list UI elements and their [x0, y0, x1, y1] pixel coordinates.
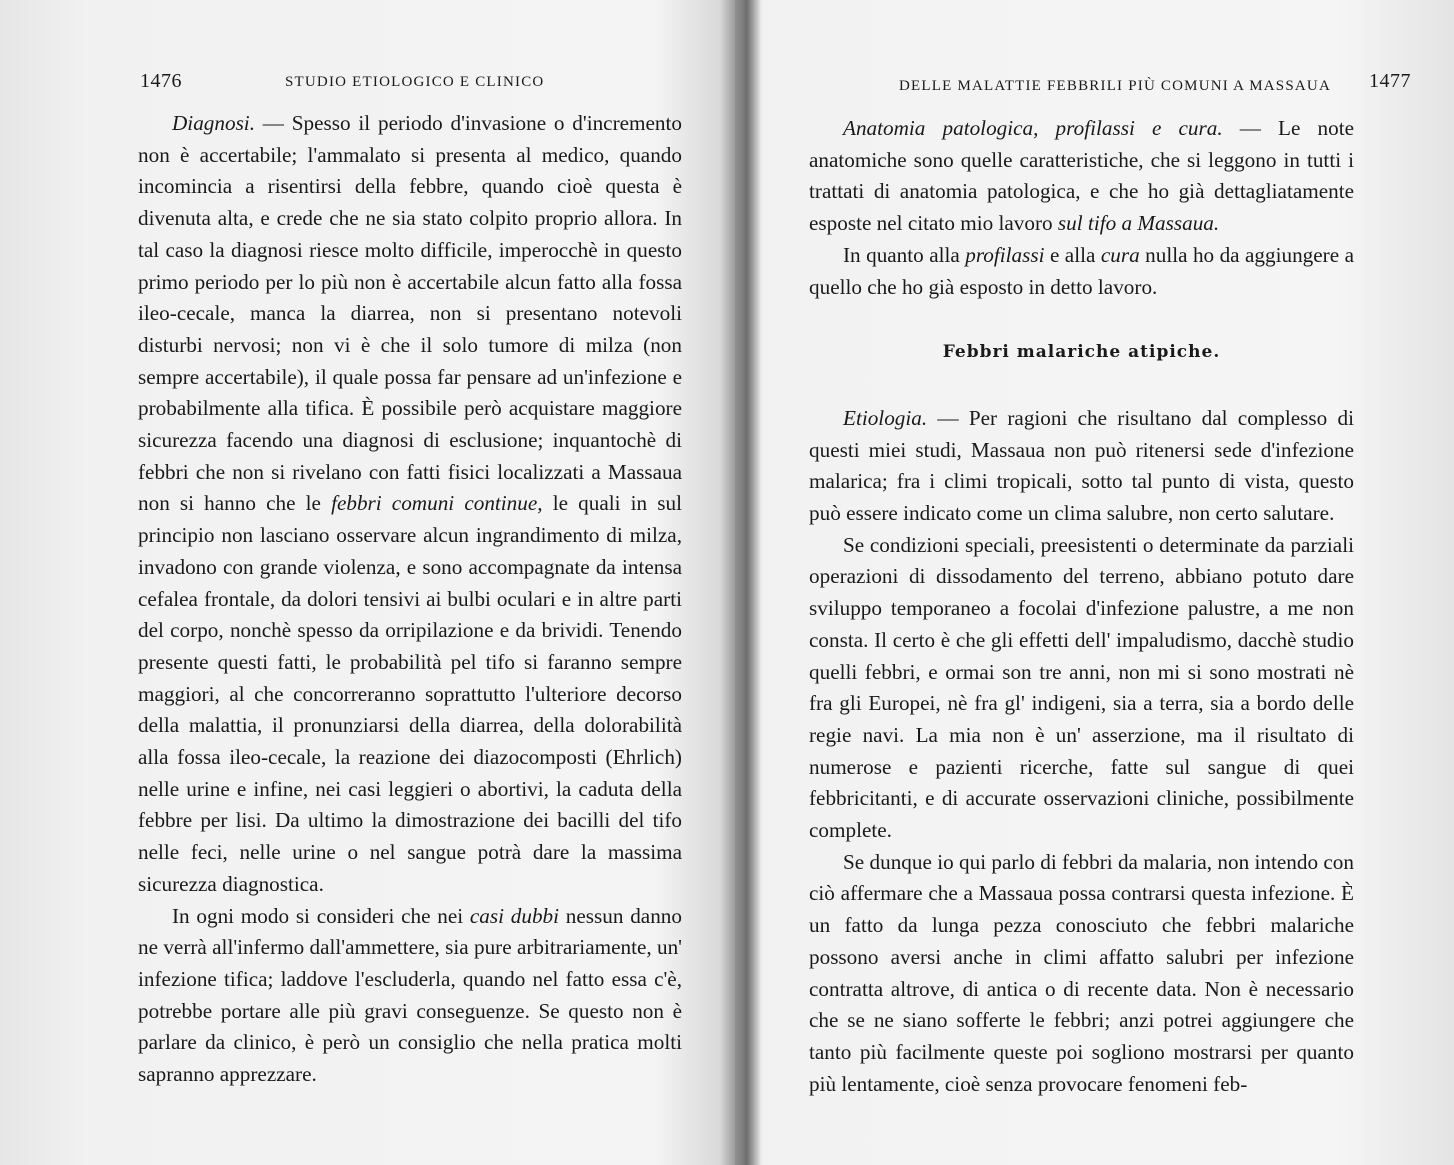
right-page	[761, 0, 1454, 1165]
running-head-title: STUDIO ETIOLOGICO E CLINICO	[285, 74, 545, 90]
paragraph-text: — Per ragioni che risultano dal complesso di questi miei studi, Massaua non può ritenersi sede d'infezione malarica; fra i climi tropicali, sotto tal punto di vista, questo può essere indicato come un clima salubre, non certo salutare.	[809, 405, 1354, 526]
paragraph	[809, 113, 1354, 240]
emphasis: cura	[1100, 242, 1140, 267]
body-text	[138, 108, 682, 1091]
section-title: Febbri malariche atipiche.	[942, 342, 1221, 363]
paragraph	[138, 108, 682, 901]
paragraph-text: nessun danno ne verrà all'infermo dall'ammettere, sia pure arbitrariamente, un' infezione tifica; laddove l'escluderla, quando nel fatto essa c'è, potrebbe portare alle più gravi conseguenze. Se questo non è parlare da clinico, è però un consiglio che nella pratica molti sapranno apprezzare.	[138, 903, 682, 1087]
paragraph-heading: Anatomia patologica, profilassi e cura.	[843, 116, 1223, 140]
paragraph-text: — Le note anatomiche sono quelle caratteristiche, che si leggono in tutti i trattati di anatomia patologica, e che ho già dettagliatamente esposte nel citato mio lavoro	[809, 116, 1354, 236]
running-head-title: DELLE MALATTIE FEBBRILI PIÙ COMUNI A MASSAUA	[899, 78, 1331, 94]
paragraph-text: le quali in sul principio non lasciano osservare alcun ingrandimento di milza, invadono con grande violenza, e sono accompagnate da intensa cefalea frontale, da dolori tensivi ai bulbi oculari e in altre parti del corpo, nonchè spesso da orripilazione e da brividi. Tenendo presente questi fatti, le probabilità pel tifo si faranno sempre maggiori, al che concorreranno soprattutto l'ulteriore decorso della malattia, il pronunziarsi della diarrea, della dolorabilità alla fossa ileo-cecale, la reazione dei diazocomposti (Ehrlich) nelle urine e infine, nei casi leggieri o abortivi, la caduta della febbre per lisi. Da ultimo la dimostrazione dei bacilli del tifo nelle feci, nelle urine o nel sangue potrà dare la massima sicurezza diagnostica.	[138, 491, 682, 896]
paragraph-heading: Etiologia.	[843, 405, 928, 430]
paragraph	[809, 530, 1354, 847]
page-number: 1476	[140, 70, 182, 92]
paragraph-text: e alla	[1044, 242, 1101, 267]
paragraph-text: In ogni modo si consideri che nei	[172, 903, 470, 928]
paragraph-text: Se dunque io qui parlo di febbri da malaria, non intendo con ciò affermare che a Massaua possa contrarsi questa infezione. È un fatto da lunga pezza conosciuto che febbri malariche possono aversi anche in climi affatto salubri per infezione contratta altrove, di antica o di recente data. Non è necessario che se ne siano sofferte le febbri; anzi potrei aggiungere che tanto più facilmente queste poi sogliono mostrarsi per quanto più lentamente, cioè senza provocare fenomeni feb-	[809, 849, 1354, 1096]
paragraph-text: nulla ho da aggiungere a quello che ho già esposto in detto lavoro.	[809, 242, 1354, 299]
emphasis: febbri comuni continue,	[331, 491, 543, 516]
paragraph	[809, 240, 1354, 303]
paragraph	[809, 403, 1354, 530]
emphasis: profilassi	[965, 242, 1045, 267]
emphasis: sul tifo a Massaua.	[1057, 211, 1220, 236]
emphasis: casi dubbi	[469, 903, 560, 928]
paragraph	[809, 847, 1354, 1101]
book-gutter	[735, 0, 761, 1165]
paragraph-text: — Spesso il periodo d'invasione o d'incremento non è accertabile; l'ammalato si presenta al medico, quando incomincia a risentirsi della febbre, quando cioè questa è divenuta alta, e crede che ne sia stato colpito proprio allora. In tal caso la diagnosi riesce molto difficile, imperocchè in questo primo periodo per lo più non è accertabile alcun fatto alla fossa ileo-cecale, manca la diarrea, non si presentano notevoli disturbi nervosi; non vi è che il solo tumore di milza (non sempre accertabile), il quale possa far pensare ad un'infezione e probabilmente alla tifica. È possibile però acquistare maggiore sicurezza facendo una diagnosi di esclusione; inquantochè di febbri che non si rivelano con fatti fisici localizzati a Massaua non si hanno che le	[138, 111, 682, 516]
paragraph-text: Se condizioni speciali, preesistenti o determinate da parziali operazioni di dissodamento del terreno, abbiano potuto dare sviluppo temporaneo a focolai d'infezione palustre, a me non consta. Il certo è che gli effetti dell' impaludismo, dacchè studio quelli febbri, e ormai son tre anni, non mi si sono mostrati nè fra gli Europei, nè fra gl' indigeni, sia a terra, sia a bordo delle regie navi. La mia non è un' asserzione, ma il risultato di numerose e pazienti ricerche, fatte sul sangue di quei febbricitanti, e di accurate osservazioni cliniche, possibilmente complete.	[809, 532, 1354, 843]
paragraph-text: In quanto alla	[843, 242, 966, 267]
body-text	[809, 113, 1354, 1100]
page-number: 1477	[1369, 70, 1411, 92]
paragraph	[138, 901, 682, 1091]
paragraph-heading: Diagnosi.	[172, 111, 255, 135]
